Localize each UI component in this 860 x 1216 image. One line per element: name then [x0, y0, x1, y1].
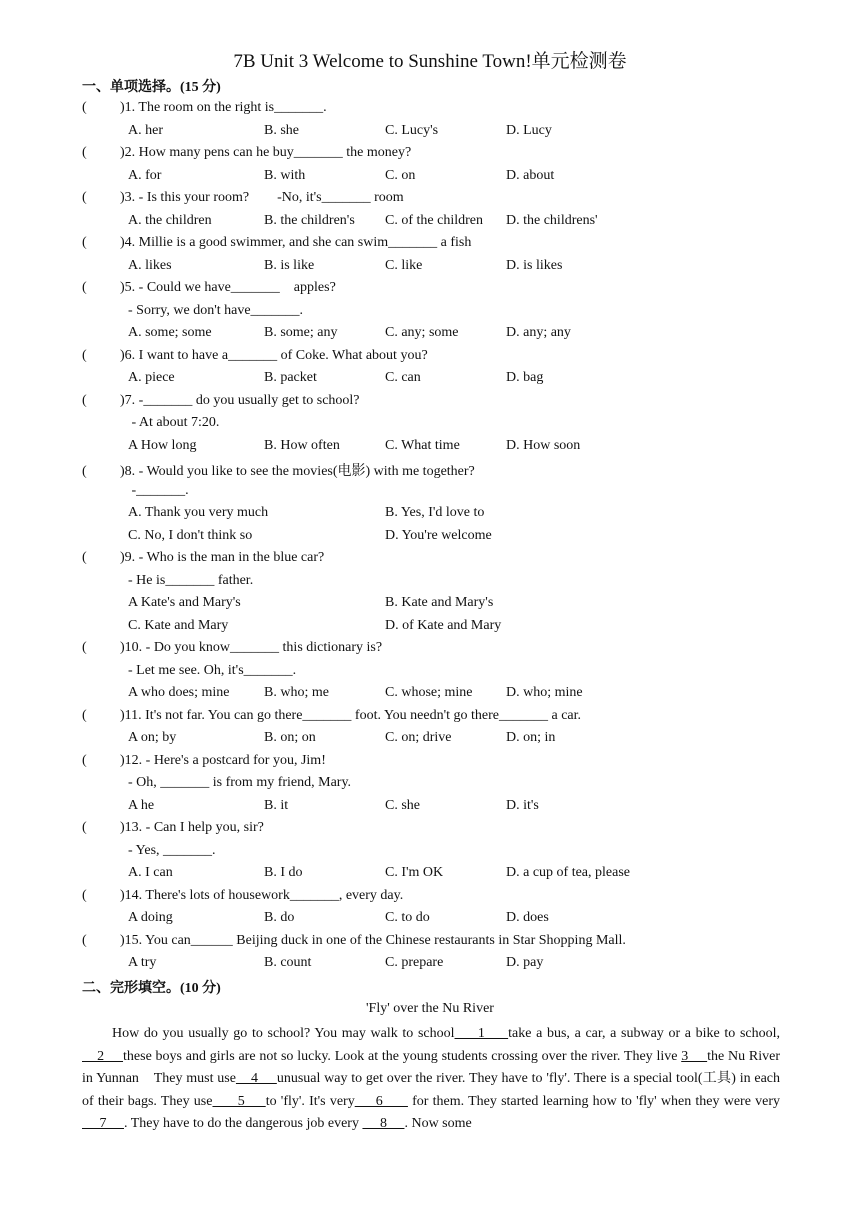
option-c[interactable]: C. on	[385, 167, 416, 183]
option-b[interactable]: B. is like	[264, 257, 315, 273]
question-continuation: - Sorry, we don't have_______.	[128, 302, 304, 318]
answer-paren[interactable]: (	[82, 932, 87, 948]
option-a[interactable]: A Kate's and Mary's	[128, 595, 241, 610]
option-a[interactable]: A who does; mine	[128, 685, 230, 700]
answer-paren[interactable]: (	[82, 235, 87, 250]
answer-paren[interactable]: (	[82, 145, 87, 160]
option-c[interactable]: C. Lucy's	[385, 122, 439, 138]
option-c[interactable]: C. any; some	[385, 325, 459, 340]
section-heading-2: 二、完形填空。(10 分)	[82, 981, 221, 996]
option-c[interactable]: C. No, I don't think so	[128, 527, 253, 543]
answer-paren[interactable]: (	[82, 752, 87, 768]
question-text: )8. - Would you like to see the movies(电影) with me together?	[120, 464, 475, 479]
question-continuation: - Yes, _______.	[128, 842, 216, 858]
question-text: )2. How many pens can he buy_______ the money?	[120, 145, 412, 160]
option-b[interactable]: B. it	[264, 797, 289, 813]
question-13	[82, 820, 264, 836]
cloze-blank-7[interactable]: 7	[82, 1116, 124, 1131]
question-text: )12. - Here's a postcard for you, Jim!	[120, 752, 326, 768]
option-d[interactable]: D. of Kate and Mary	[385, 617, 502, 633]
option-d[interactable]: D. the childrens'	[506, 212, 598, 228]
option-b[interactable]: B. Yes, I'd love to	[385, 505, 485, 520]
answer-paren[interactable]: (	[82, 464, 87, 479]
question-text: )5. - Could we have_______ apples?	[120, 280, 336, 295]
question-text: )15. You can______ Beijing duck in one of the Chinese restaurants in Star Shopping Mall.	[120, 932, 626, 948]
option-d[interactable]: D. You're welcome	[385, 527, 492, 543]
option-a[interactable]: A. Thank you very much	[128, 505, 269, 520]
option-b[interactable]: B. some; any	[264, 325, 338, 340]
option-b[interactable]: B. I do	[264, 865, 303, 880]
cloze-blank-8[interactable]: 8	[362, 1116, 405, 1131]
question-2	[82, 145, 411, 161]
option-a[interactable]: A. the children	[128, 212, 212, 228]
option-d[interactable]: D. does	[506, 910, 549, 925]
question-continuation: - At about 7:20.	[128, 415, 220, 430]
question-continuation: - Let me see. Oh, it's_______.	[128, 662, 297, 678]
question-text: )10. - Do you know_______ this dictionary is?	[120, 640, 383, 655]
question-6	[82, 348, 428, 364]
answer-paren[interactable]: (	[82, 190, 87, 205]
option-c[interactable]: C. prepare	[385, 955, 444, 970]
answer-paren[interactable]: (	[82, 392, 87, 408]
question-text: )3. - Is this your room? -No, it's_______ room	[120, 190, 404, 205]
question-text: )13. - Can I help you, sir?	[120, 820, 264, 835]
answer-paren[interactable]: (	[82, 707, 87, 723]
option-b[interactable]: B. count	[264, 955, 312, 970]
page-title: 7B Unit 3 Welcome to Sunshine Town!单元检测卷	[233, 51, 627, 72]
option-a[interactable]: A on; by	[128, 730, 177, 745]
option-d[interactable]: D. any; any	[506, 325, 571, 340]
option-a[interactable]: A. her	[128, 122, 163, 138]
option-a[interactable]: A he	[128, 797, 155, 813]
cloze-passage: How do you usually go to school? You may walk to school 1 take a bus, a car, a subway or a bike to school, 2 these boys and girls are not so lucky. Look at the young students crossing over the river. They live 3 the Nu River in Yunnan They must use 4 unusual way to get over the river. They have to 'fly'. There is a special tool(工具) in each of their bags. They use 5 to 'fly'. It's very 6 for them. They started learning how to 'fly' when they were very 7 . They have to do the dangerous job every 8 . Now some	[82, 1026, 784, 1131]
option-a[interactable]: A. for	[128, 167, 162, 183]
question-text: )14. There's lots of housework_______, every day.	[120, 887, 404, 903]
cloze-blank-2[interactable]: 2	[82, 1048, 124, 1064]
option-b[interactable]: B. she	[264, 122, 299, 138]
option-c[interactable]: C. of the children	[385, 212, 483, 228]
answer-paren[interactable]: (	[82, 280, 87, 295]
question-4	[82, 235, 471, 251]
question-text: )11. It's not far. You can go there_______ foot. You needn't go there_______ a car.	[120, 707, 582, 723]
question-text: )4. Millie is a good swimmer, and she can swim_______ a fish	[120, 235, 472, 250]
question-8	[82, 460, 475, 480]
cloze-blank-3[interactable]: 3	[681, 1048, 708, 1064]
option-a[interactable]: A. some; some	[128, 325, 212, 340]
option-c[interactable]: C. on; drive	[385, 730, 452, 745]
question-continuation: - He is_______ father.	[128, 572, 254, 588]
question-continuation: - Oh, _______ is from my friend, Mary.	[128, 775, 352, 790]
option-b[interactable]: B. do	[264, 910, 295, 925]
option-b[interactable]: B. packet	[264, 370, 317, 385]
answer-paren[interactable]: (	[82, 100, 87, 115]
option-d[interactable]: D. about	[506, 167, 555, 183]
question-12	[82, 753, 326, 769]
option-b[interactable]: B. on; on	[264, 730, 316, 745]
option-b[interactable]: B. Kate and Mary's	[385, 595, 494, 610]
cloze-blank-6[interactable]: 6	[354, 1093, 408, 1109]
option-b[interactable]: B. How often	[264, 437, 340, 453]
cloze-blank-4[interactable]: 4	[235, 1071, 277, 1086]
question-9	[82, 550, 324, 566]
cloze-blank-5[interactable]: 5	[212, 1093, 266, 1109]
option-a[interactable]: A. likes	[128, 257, 172, 273]
answer-paren[interactable]: (	[82, 820, 87, 835]
option-d[interactable]: D. How soon	[506, 437, 581, 453]
option-c[interactable]: C. whose; mine	[385, 685, 473, 700]
option-d[interactable]: D. Lucy	[506, 122, 552, 138]
question-7	[82, 393, 360, 409]
section-heading-1: 一、单项选择。(15 分)	[82, 80, 221, 95]
passage-title: 'Fly' over the Nu River	[366, 1001, 494, 1016]
question-text: )9. - Who is the man in the blue car?	[120, 550, 325, 565]
option-c[interactable]: C. to do	[385, 910, 430, 925]
option-a[interactable]: A doing	[128, 910, 173, 925]
answer-paren[interactable]: (	[82, 640, 87, 655]
option-a[interactable]: A. I can	[128, 865, 173, 880]
cloze-blank-1[interactable]: 1	[454, 1026, 509, 1041]
option-a[interactable]: A How long	[128, 437, 197, 453]
question-continuation: -_______.	[128, 482, 189, 498]
option-c[interactable]: C. Kate and Mary	[128, 617, 229, 633]
question-10	[82, 640, 382, 656]
answer-paren[interactable]: (	[82, 347, 87, 363]
question-text: )7. -_______ do you usually get to school?	[120, 392, 360, 408]
question-1	[82, 100, 327, 116]
question-3	[82, 190, 404, 206]
option-c[interactable]: C. like	[385, 257, 423, 273]
answer-paren[interactable]: (	[82, 550, 87, 565]
option-d[interactable]: D. on; in	[506, 730, 556, 745]
question-15	[82, 933, 626, 949]
option-c[interactable]: C. I'm OK	[385, 865, 444, 880]
option-d[interactable]: D. a cup of tea, please	[506, 865, 630, 880]
option-c[interactable]: C. can	[385, 370, 421, 385]
option-c[interactable]: C. What time	[385, 437, 460, 453]
option-d[interactable]: D. is likes	[506, 257, 563, 273]
question-11	[82, 708, 581, 724]
option-a[interactable]: A. piece	[128, 370, 175, 385]
answer-paren[interactable]: (	[82, 887, 87, 903]
option-d[interactable]: D. bag	[506, 370, 544, 385]
question-text: )6. I want to have a_______ of Coke. What about you?	[120, 347, 428, 363]
option-b[interactable]: B. with	[264, 167, 306, 183]
option-c[interactable]: C. she	[385, 797, 420, 813]
option-a[interactable]: A try	[128, 955, 157, 970]
question-14	[82, 888, 403, 904]
question-5	[82, 280, 336, 296]
option-d[interactable]: D. pay	[506, 955, 544, 970]
option-d[interactable]: D. who; mine	[506, 685, 583, 700]
question-text: )1. The room on the right is_______.	[120, 100, 327, 115]
option-d[interactable]: D. it's	[506, 797, 539, 813]
option-b[interactable]: B. the children's	[264, 212, 355, 228]
option-b[interactable]: B. who; me	[264, 685, 329, 700]
